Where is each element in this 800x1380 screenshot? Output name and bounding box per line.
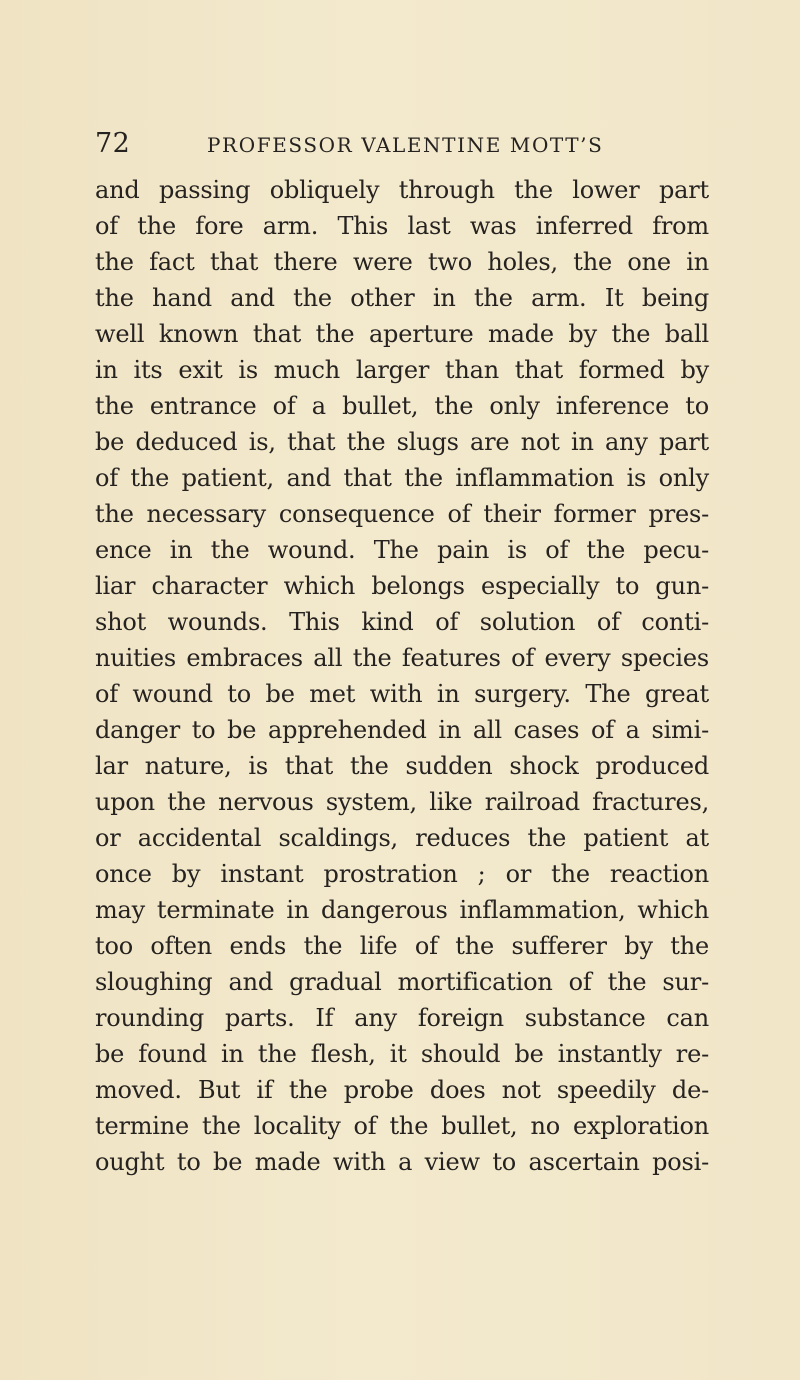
text-line: the necessary consequence of their former pres- bbox=[95, 500, 709, 528]
text-line: once by instant prostration ; or the reaction bbox=[95, 860, 709, 888]
text-line: in its exit is much larger than that formed by bbox=[95, 356, 709, 384]
text-line: danger to be apprehended in all cases of a simi- bbox=[95, 716, 709, 744]
text-line: nuities embraces all the features of every species bbox=[95, 644, 709, 672]
text-line: the hand and the other in the arm. It being bbox=[95, 284, 709, 312]
body-text bbox=[95, 172, 709, 1180]
text-line: too often ends the life of the sufferer by the bbox=[95, 932, 709, 960]
text-line: rounding parts. If any foreign substance can bbox=[95, 1004, 709, 1032]
text-line: the entrance of a bullet, the only inference to bbox=[95, 392, 709, 420]
text-line: ence in the wound. The pain is of the pecu- bbox=[95, 536, 709, 564]
page-number: 72 bbox=[95, 128, 131, 159]
text-line: ought to be made with a view to ascertain posi- bbox=[95, 1148, 709, 1176]
text-line: be found in the flesh, it should be instantly re- bbox=[95, 1040, 709, 1068]
text-line: liar character which belongs especially to gun- bbox=[95, 572, 709, 600]
text-line: of the fore arm. This last was inferred from bbox=[95, 212, 709, 240]
text-line: may terminate in dangerous inflammation, which bbox=[95, 896, 709, 924]
text-line: shot wounds. This kind of solution of conti- bbox=[95, 608, 709, 636]
text-line: well known that the aperture made by the ball bbox=[95, 320, 709, 348]
running-title: PROFESSOR VALENTINE MOTT’S bbox=[207, 133, 604, 157]
text-line: of the patient, and that the inflammation is only bbox=[95, 464, 709, 492]
text-line: upon the nervous system, like railroad fractures, bbox=[95, 788, 709, 816]
text-line: of wound to be met with in surgery. The great bbox=[95, 680, 709, 708]
text-line: be deduced is, that the slugs are not in any part bbox=[95, 428, 709, 456]
text-line: or accidental scaldings, reduces the patient at bbox=[95, 824, 709, 852]
text-line: lar nature, is that the sudden shock produced bbox=[95, 752, 709, 780]
text-line: sloughing and gradual mortification of the sur- bbox=[95, 968, 709, 996]
text-line: moved. But if the probe does not speedily de- bbox=[95, 1076, 709, 1104]
text-line: the fact that there were two holes, the one in bbox=[95, 248, 709, 276]
text-line: termine the locality of the bullet, no exploration bbox=[95, 1112, 709, 1140]
text-line: and passing obliquely through the lower part bbox=[95, 176, 709, 204]
running-header bbox=[95, 128, 715, 160]
